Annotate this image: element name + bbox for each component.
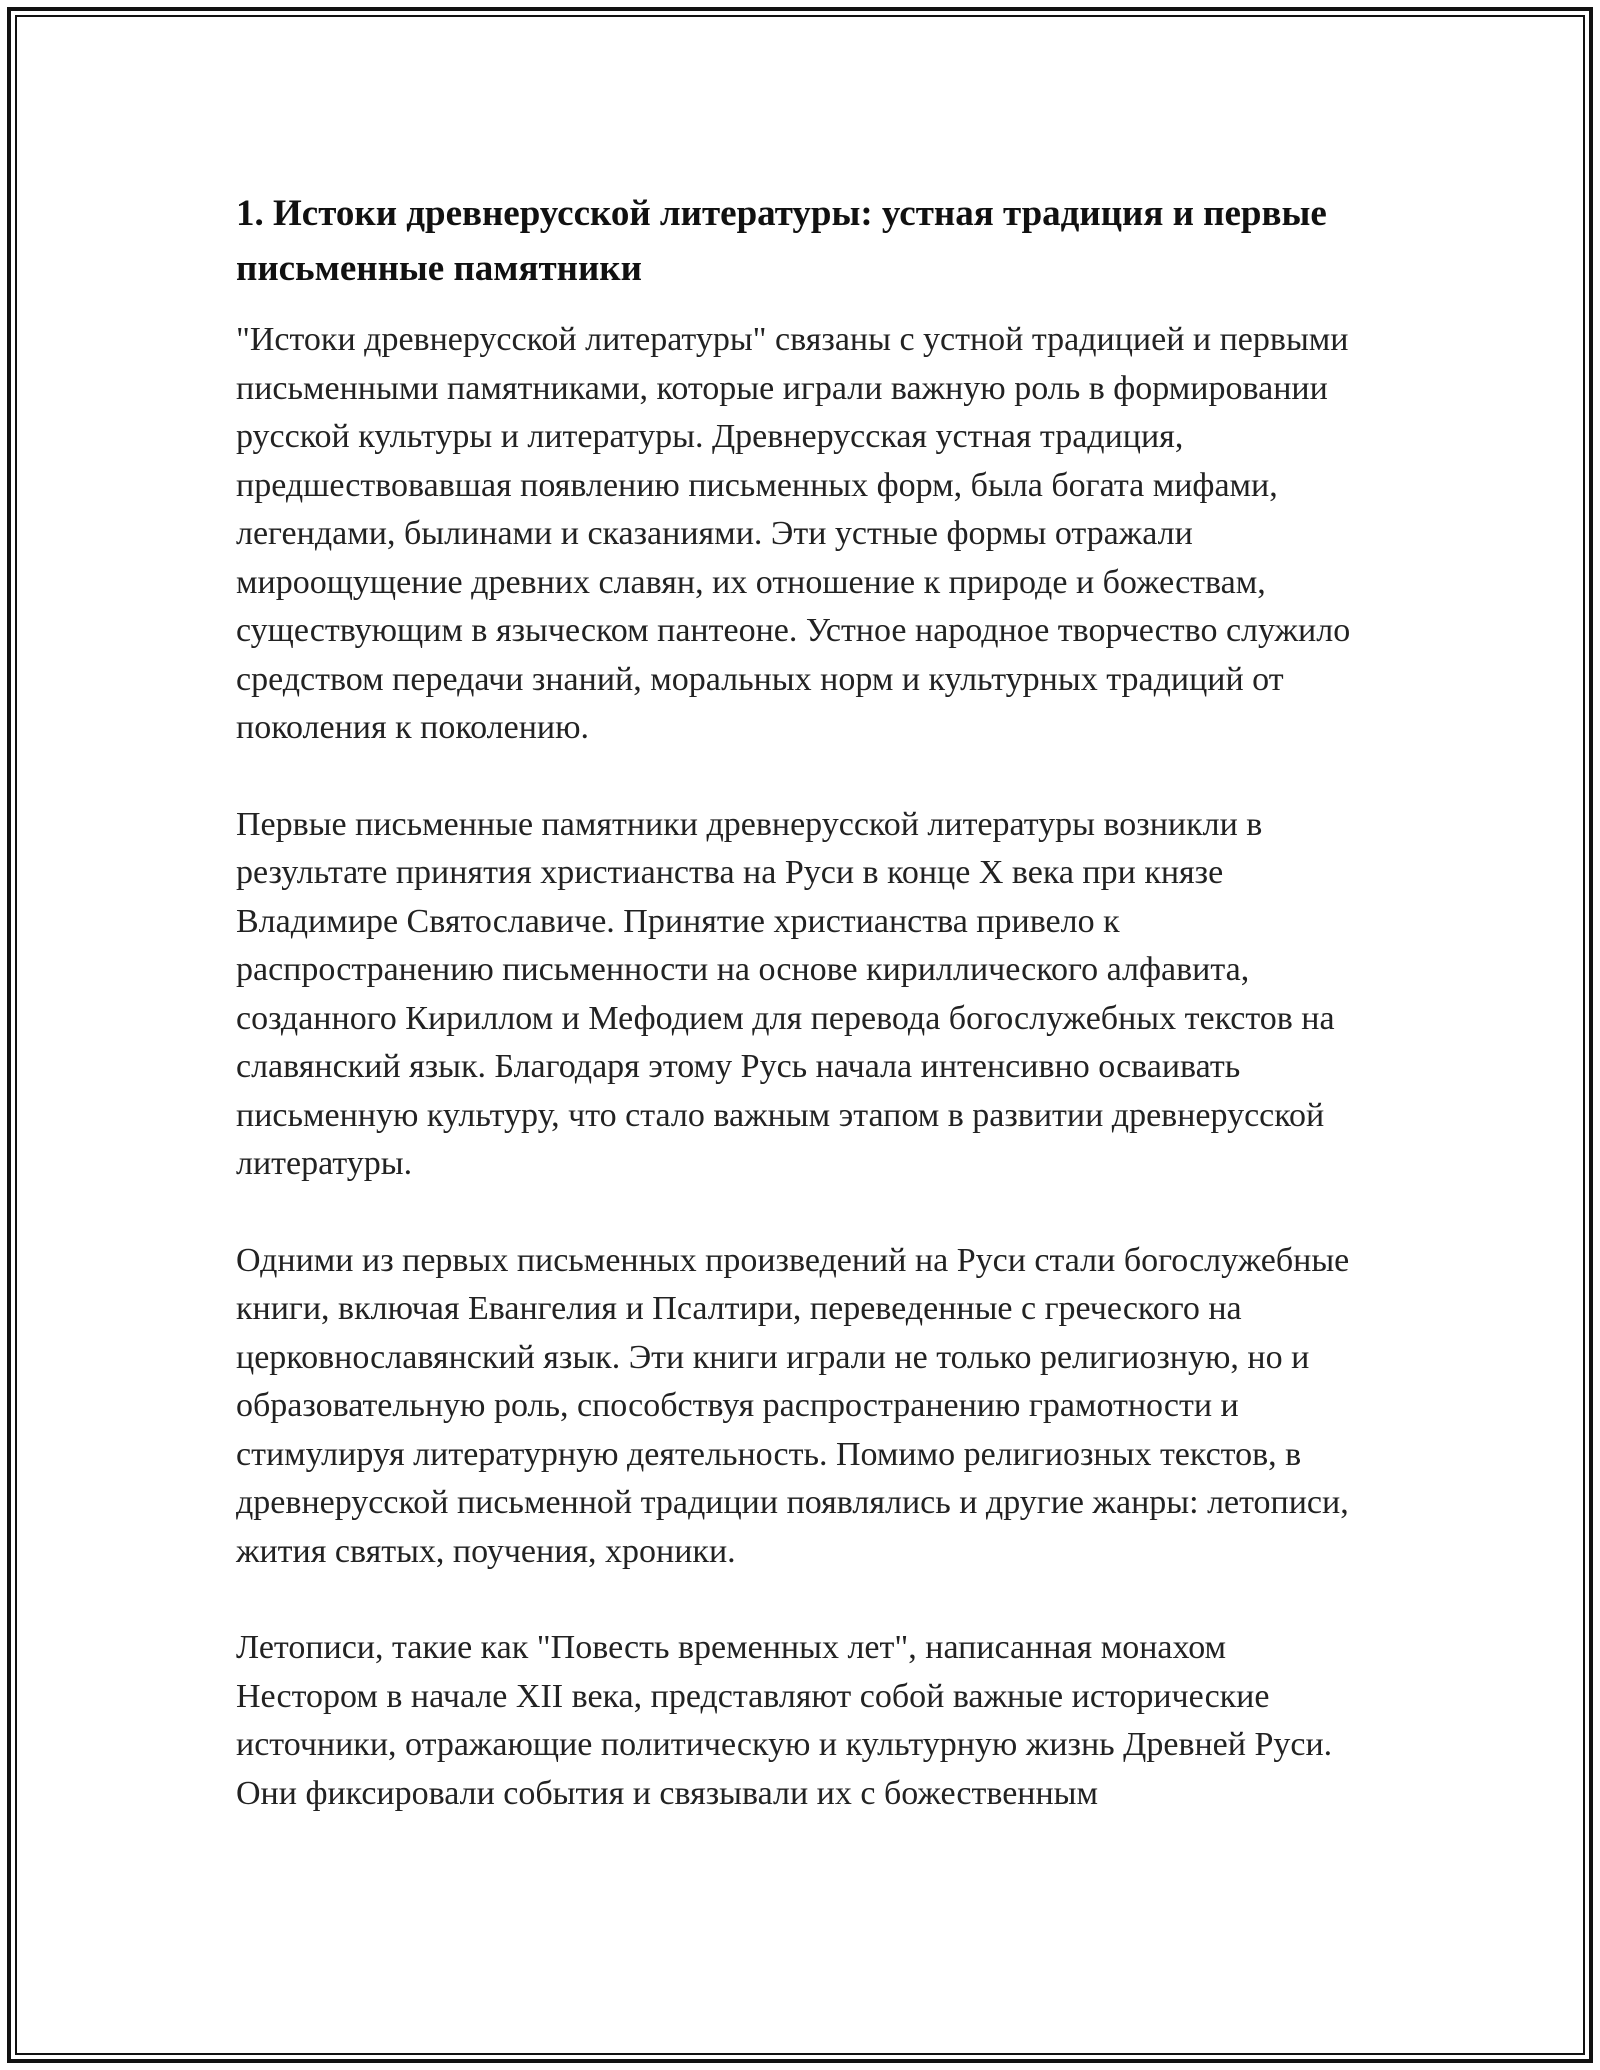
document-body: [236, 186, 1376, 1866]
paragraph-first-written-monuments: Первые письменные памятники древнерусской литературы возникли в результате принятия христианства на Руси в конце X века при князе Владимире Святославиче. Принятие христианства привело к распространению письменности на основе кириллического алфавита, созданного Кириллом и Мефодием для перевода богослужебных текстов на славянский язык. Благодаря этому Русь начала интенсивно осваивать письменную культуру, что стало важным этапом в развитии древнерусской литературы.: [236, 805, 1335, 1182]
paragraph-liturgical-books: Одними из первых письменных произведений на Руси стали богослужебные книги, включая Евангелия и Псалтири, переведенные с греческого на церковнославянский язык. Эти книги играли не только религиозную, но и образовательную роль, способствуя распространению грамотности и стимулируя литературную деятельность. Помимо религиозных текстов, в древнерусской письменной традиции появлялись и другие жанры: летописи, жития святых, поучения, хроники.: [236, 1241, 1350, 1570]
section-heading: 1. Истоки древнерусской литературы: устная традиция и первые письменные памятники: [236, 193, 1327, 289]
paragraph-oral-tradition: "Истоки древнерусской литературы" связаны с устной традицией и первыми письменными памятниками, которые играли важную роль в формировании русской культуры и литературы. Древнерусская устная традиция, предшествовавшая появлению письменных форм, была богата мифами, легендами, былинами и сказаниями. Эти устные формы отражали мироощущение древних славян, их отношение к природе и божествам, существующим в языческом пантеоне. Устное народное творчество служило средством передачи знаний, моральных норм и культурных традиций от поколения к поколению.: [236, 321, 1351, 746]
paragraph-chronicles: Летописи, такие как "Повесть временных лет", написанная монахом Нестором в начале XII века, представляют собой важные исторические источники, отражающие политическую и культурную жизнь Древней Руси. Они фиксировали события и связывали их с божественным: [236, 1629, 1333, 1812]
